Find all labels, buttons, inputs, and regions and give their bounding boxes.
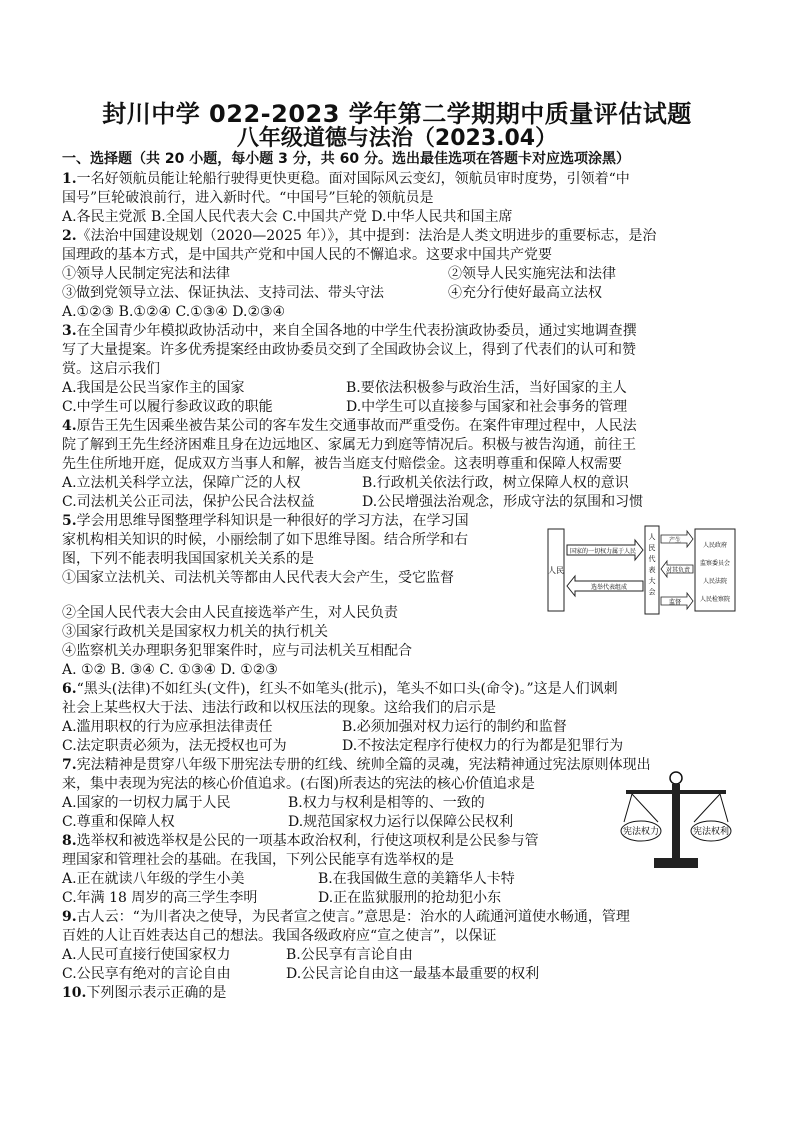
npc-label: 人民代表大会 [648,533,656,596]
balance-scale-figure [620,770,732,870]
q6-option-c: C.法定职责必须为，法无授权也可为 [62,738,287,754]
q9-text-2: 百姓的人让百姓表达自己的想法。我国各级政府应“宣之使言”，以保证 [62,928,497,944]
supervise-label: 监督 [668,599,682,606]
q5-number: 5. [62,513,77,529]
q2-item-4: ④充分行使好最高立法权 [448,285,602,301]
q5-item-3: ③国家行政机关是国家权力机关的执行机关 [62,624,328,640]
q4-option-b: B.行政机关依法行政，树立保障人权的意识 [362,475,629,491]
q3-text-2: 写了大量提案。许多优秀提案经由政协委员交到了全国政协会议上，得到了代表们的认可和赞 [62,342,636,358]
top-arrow-label: 国家的一切权力属于人民 [569,548,637,555]
right-string-2 [720,794,728,822]
q8-line1 [62,832,539,851]
q5-text-1: 学会用思维导图整理学科知识是一种很好的学习方法，在学习国 [76,513,469,529]
q2-options: A.①②③ B.①②④ C.①③④ D.②③④ [62,304,286,320]
responsible-label: 对其负责 [665,567,691,574]
exam-subtitle: 八年级道德与法治（2023.04） [236,126,558,151]
q1-number: 1. [62,171,77,187]
q7-option-d: D.规范国家权力运行以保障公民权利 [288,814,514,830]
q8-option-c: C.年满 18 周岁的高三学生李明 [62,890,258,906]
q2-line1 [62,227,656,246]
q1-line1 [62,170,630,189]
left-string-2 [632,794,658,822]
q6-line1 [62,680,618,699]
q9-line1 [62,908,630,927]
q4-text-1: 原告王先生因乘坐被告某公司的客车发生交通事故而严重受伤。在案件审理过程中，人民法 [76,418,637,434]
q6-text-1: “黑头(法律)不如红头(文件)，红头不如笔头(批示)，笔头不如口头(命令)。”这是人们讽刺 [76,681,618,697]
q1-options: A.各民主党派 B.全国人民代表大会 C.中国共产党 D.中华人民共和国主席 [62,209,513,225]
q5-item-4: ④监察机关办理职务犯罪案件时，应与司法机关互相配合 [62,643,412,659]
q4-option-c: C.司法机关公正司法，保护公民合法权益 [62,494,315,510]
left-string-1 [624,794,632,822]
q3-option-b: B.要依法积极参与政治生活，当好国家的主人 [346,380,627,396]
q8-option-b: B.在我国做生意的美籍华人卡特 [318,871,515,887]
organ-procuratorate: 人民检察院 [699,596,731,603]
q8-text-1: 选举权和被选举权是公民的一项基本政治权利，行使这项权利是公民参与管 [76,833,539,849]
q7-option-c: C.尊重和保障人权 [62,814,175,830]
q9-option-a: A.人民可直接行使国家权力 [62,947,231,963]
q8-number: 8. [62,833,77,849]
q9-option-d: D.公民言论自由这一最基本最重要的权利 [286,966,540,982]
q2-item-2: ②领导人民实施宪法和法律 [448,266,616,282]
q3-option-a: A.我国是公民当家作主的国家 [62,380,245,396]
organ-government: 人民政府 [702,542,728,549]
q5-line1 [62,512,469,531]
scale-beam [626,790,726,794]
right-pan-label: 宪法权利 [692,827,730,837]
scale-pillar [672,784,680,860]
q2-number: 2. [62,228,77,244]
q7-number: 7. [62,757,77,773]
q9-option-c: C.公民享有绝对的言论自由 [62,966,231,982]
q3-text-3: 赏。这启示我们 [62,361,160,377]
q5-item-2: ②全国人民代表大会由人民直接选举产生，对人民负责 [62,605,398,621]
q6-number: 6. [62,681,77,697]
q9-option-b: B.公民享有言论自由 [286,947,413,963]
q1-text-2: 国号”巨轮破浪前行，进入新时代。“中国号”巨轮的领航员是 [62,190,434,206]
q4-number: 4. [62,418,77,434]
q9-text-1: 古人云：“为川者决之使导，为民者宣之使言。”意思是：治水的人疏通河道使水畅通，管理 [76,909,630,925]
q8-text-2: 理国家和管理社会的基础。在我国，下列公民能享有选举权的是 [62,852,454,868]
q6-option-d: D.不按法定程序行使权力的行为都是犯罪行为 [342,738,624,754]
q9-number: 9. [62,909,77,925]
q6-text-2: 社会上某些权大于法、违法行政和以权压法的现象。这给我们的启示是 [62,700,496,716]
section-heading: 一、选择题（共 20 小题，每小题 3 分，共 60 分。选出最佳选项在答题卡对应选项涂黑） [62,151,630,167]
q5-text-3: 图，下列不能表明我国国家机关关系的是 [62,551,314,567]
q4-option-a: A.立法机关科学立法，保障广泛的人权 [62,475,301,491]
right-string-1 [694,794,720,822]
bottom-arrow-label: 选举代表组成 [590,584,628,591]
left-pan-label: 宪法权力 [622,827,660,837]
q10-line1 [62,984,226,1003]
q4-text-2: 院了解到王先生经济困难且身在边远地区、家属无力到庭等情况后。积极与被告沟通，前往王 [62,437,636,453]
q3-option-d: D.中学生可以直接参与国家和社会事务的管理 [346,399,628,415]
q7-option-a: A.国家的一切权力属于人民 [62,795,231,811]
q7-text-2: 来，集中表现为宪法的核心价值追求。(右图)所表达的宪法的核心价值追求是 [62,776,535,792]
q5-options: A. ①② B. ③④ C. ①③④ D. ①②③ [62,662,278,678]
scale-base [654,858,698,868]
q10-number: 10. [62,985,87,1001]
exam-title: 封川中学 022-2023 学年第二学期期中质量评估试题 [102,100,692,128]
state-organs-mindmap [547,523,737,618]
q3-option-c: C.中学生可以履行参政议政的职能 [62,399,273,415]
q6-option-a: A.滥用职权的行为应承担法律责任 [62,719,273,735]
q2-item-1: ①领导人民制定宪法和法律 [62,266,230,282]
q2-text-2: 国理政的基本方式，是中国共产党和中国人民的不懈追求。这要求中国共产党要 [62,247,552,263]
organ-court: 人民法院 [702,578,728,585]
organ-supervisory-commission: 监察委员会 [699,560,731,567]
q7-text-1: 宪法精神是贯穿八年级下册宪法专册的红线、统帅全篇的灵魂，宪法精神通过宪法原则体现出 [76,757,651,773]
q10-text-1: 下列图示表示正确的是 [86,985,227,1001]
q5-text-2: 家机构相关知识的时候，小丽绘制了如下思维导图。结合所学和右 [62,532,468,548]
q8-option-d: D.正在监狱服刑的抢劫犯小东 [318,890,502,906]
q4-text-3: 先生住所地开庭，促成双方当事人和解，被告当庭支付赔偿金。这表明尊重和保障人权需要 [62,456,622,472]
q7-line1 [62,756,651,775]
q3-text-1: 在全国青少年模拟政协活动中，来自全国各地的中学生代表扮演政协委员，通过实地调查撰 [76,323,637,339]
q7-option-b: B.权力与权利是相等的、一致的 [288,795,485,811]
q1-text-1: 一名好领航员能让轮船行驶得更快更稳。面对国际风云变幻，领航员审时度势，引领着“中 [76,171,630,187]
produce-label: 产生 [668,537,682,544]
scale-ring [670,772,682,784]
q8-option-a: A.正在就读八年级的学生小美 [62,871,245,887]
people-label: 人民 [548,566,564,575]
q5-item-1: ①国家立法机关、司法机关等都由人民代表大会产生，受它监督 [62,570,454,586]
q6-option-b: B.必须加强对权力运行的制约和监督 [342,719,567,735]
q3-line1 [62,322,637,341]
q3-number: 3. [62,323,77,339]
q4-line1 [62,417,637,436]
q4-option-d: D.公民增强法治观念，形成守法的氛围和习惯 [362,494,644,510]
q2-item-3: ③做到党领导立法、保证执法、支持司法、带头守法 [62,285,384,301]
q2-text-1: 《法治中国建设规划（2020—2025 年）》，其中提到：法治是人类文明进步的重要标志，是治 [76,228,657,244]
